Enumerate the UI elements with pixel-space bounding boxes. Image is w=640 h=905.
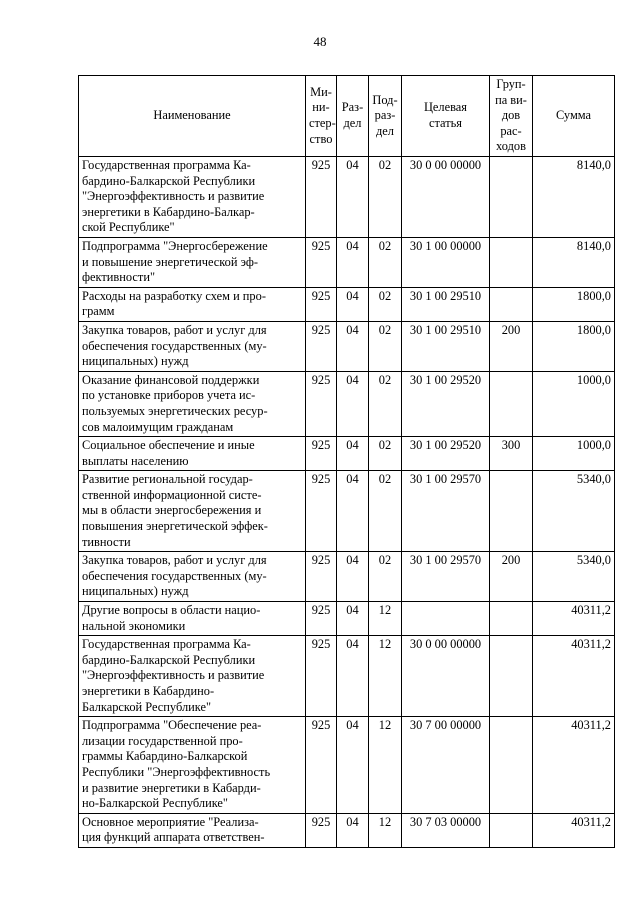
table-header-row bbox=[79, 76, 615, 157]
cell-ministry: 925 bbox=[306, 552, 337, 602]
cell-target: 30 1 00 29570 bbox=[402, 471, 490, 552]
cell-expense-group bbox=[490, 813, 533, 847]
cell-section: 04 bbox=[337, 471, 369, 552]
table-row bbox=[79, 437, 615, 471]
table-row bbox=[79, 471, 615, 552]
header-target: Целевая статья bbox=[402, 76, 490, 157]
cell-sum: 40311,2 bbox=[533, 636, 615, 717]
cell-sum: 40311,2 bbox=[533, 602, 615, 636]
cell-expense-group bbox=[490, 237, 533, 287]
cell-name: Социальное обеспечение и иные выплаты населению bbox=[79, 437, 306, 471]
cell-expense-group bbox=[490, 157, 533, 238]
cell-ministry: 925 bbox=[306, 602, 337, 636]
header-sum: Сумма bbox=[533, 76, 615, 157]
cell-target: 30 0 00 00000 bbox=[402, 157, 490, 238]
table-row bbox=[79, 602, 615, 636]
table-row bbox=[79, 813, 615, 847]
cell-subsection: 12 bbox=[369, 602, 402, 636]
cell-section: 04 bbox=[337, 437, 369, 471]
cell-ministry: 925 bbox=[306, 237, 337, 287]
cell-section: 04 bbox=[337, 813, 369, 847]
cell-subsection: 02 bbox=[369, 471, 402, 552]
cell-sum: 40311,2 bbox=[533, 813, 615, 847]
cell-sum: 40311,2 bbox=[533, 717, 615, 814]
table-row bbox=[79, 636, 615, 717]
cell-sum: 8140,0 bbox=[533, 157, 615, 238]
cell-name: Оказание финансовой поддержки по установке приборов учета ис- пользуемых энергетических ресур- сов малоимущим гражданам bbox=[79, 371, 306, 436]
cell-target: 30 1 00 29570 bbox=[402, 552, 490, 602]
cell-target: 30 1 00 29520 bbox=[402, 371, 490, 436]
cell-subsection: 12 bbox=[369, 636, 402, 717]
table-row bbox=[79, 717, 615, 814]
cell-subsection: 02 bbox=[369, 552, 402, 602]
page-number: 48 bbox=[313, 34, 327, 49]
cell-target: 30 1 00 29510 bbox=[402, 321, 490, 371]
cell-expense-group: 200 bbox=[490, 321, 533, 371]
cell-section: 04 bbox=[337, 602, 369, 636]
cell-subsection: 02 bbox=[369, 321, 402, 371]
cell-subsection: 12 bbox=[369, 717, 402, 814]
cell-expense-group bbox=[490, 602, 533, 636]
header-ministry: Ми- ни- стер- ство bbox=[306, 76, 337, 157]
cell-target: 30 0 00 00000 bbox=[402, 636, 490, 717]
cell-target: 30 1 00 29520 bbox=[402, 437, 490, 471]
cell-section: 04 bbox=[337, 321, 369, 371]
cell-target: 30 7 00 00000 bbox=[402, 717, 490, 814]
cell-subsection: 02 bbox=[369, 157, 402, 238]
cell-subsection: 02 bbox=[369, 237, 402, 287]
cell-name: Другие вопросы в области нацио- нальной экономики bbox=[79, 602, 306, 636]
cell-name: Подпрограмма "Энергосбережение и повышение энергетической эф- фективности" bbox=[79, 237, 306, 287]
header-name: Наименование bbox=[79, 76, 306, 157]
cell-section: 04 bbox=[337, 636, 369, 717]
cell-target bbox=[402, 602, 490, 636]
cell-ministry: 925 bbox=[306, 321, 337, 371]
cell-section: 04 bbox=[337, 371, 369, 436]
budget-table bbox=[78, 75, 615, 848]
table-row bbox=[79, 287, 615, 321]
cell-subsection: 02 bbox=[369, 287, 402, 321]
table-row bbox=[79, 237, 615, 287]
cell-name: Закупка товаров, работ и услуг для обеспечения государственных (му- ниципальных) нужд bbox=[79, 321, 306, 371]
cell-sum: 5340,0 bbox=[533, 471, 615, 552]
cell-section: 04 bbox=[337, 287, 369, 321]
cell-ministry: 925 bbox=[306, 437, 337, 471]
cell-expense-group bbox=[490, 717, 533, 814]
cell-sum: 1800,0 bbox=[533, 321, 615, 371]
cell-ministry: 925 bbox=[306, 471, 337, 552]
cell-name: Расходы на разработку схем и про- грамм bbox=[79, 287, 306, 321]
cell-name: Развитие региональной государ- ственной информационной систе- мы в области энергосбережения и повышения энергетической эффек- тивности bbox=[79, 471, 306, 552]
cell-subsection: 02 bbox=[369, 371, 402, 436]
table-row bbox=[79, 371, 615, 436]
cell-name: Государственная программа Ка- бардино-Балкарской Республики "Энергоэффективность и развитие энергетики в Кабардино-Балкар- ской Республике" bbox=[79, 157, 306, 238]
header-expense-group: Груп- па ви- дов рас- ходов bbox=[490, 76, 533, 157]
cell-ministry: 925 bbox=[306, 287, 337, 321]
cell-sum: 8140,0 bbox=[533, 237, 615, 287]
cell-section: 04 bbox=[337, 717, 369, 814]
cell-expense-group bbox=[490, 471, 533, 552]
cell-section: 04 bbox=[337, 552, 369, 602]
header-section: Раз- дел bbox=[337, 76, 369, 157]
cell-target: 30 1 00 29510 bbox=[402, 287, 490, 321]
cell-sum: 1800,0 bbox=[533, 287, 615, 321]
cell-name: Государственная программа Ка- бардино-Балкарской Республики "Энергоэффективность и развитие энергетики в Кабардино- Балкарской Республике" bbox=[79, 636, 306, 717]
cell-expense-group: 200 bbox=[490, 552, 533, 602]
cell-ministry: 925 bbox=[306, 813, 337, 847]
cell-expense-group bbox=[490, 287, 533, 321]
table-row bbox=[79, 321, 615, 371]
cell-section: 04 bbox=[337, 237, 369, 287]
cell-target: 30 7 03 00000 bbox=[402, 813, 490, 847]
cell-expense-group: 300 bbox=[490, 437, 533, 471]
cell-subsection: 12 bbox=[369, 813, 402, 847]
cell-expense-group bbox=[490, 636, 533, 717]
cell-name: Закупка товаров, работ и услуг для обеспечения государственных (му- ниципальных) нужд bbox=[79, 552, 306, 602]
cell-name: Подпрограмма "Обеспечение реа- лизации государственной про- граммы Кабардино-Балкарской Республики "Энергоэффективность и развитие энергетики в Кабарди- но-Балкарской Республике" bbox=[79, 717, 306, 814]
cell-name: Основное мероприятие "Реализа- ция функций аппарата ответствен- bbox=[79, 813, 306, 847]
cell-ministry: 925 bbox=[306, 157, 337, 238]
cell-sum: 1000,0 bbox=[533, 437, 615, 471]
cell-ministry: 925 bbox=[306, 371, 337, 436]
cell-expense-group bbox=[490, 371, 533, 436]
cell-section: 04 bbox=[337, 157, 369, 238]
header-subsection: Под- раз- дел bbox=[369, 76, 402, 157]
cell-sum: 1000,0 bbox=[533, 371, 615, 436]
cell-sum: 5340,0 bbox=[533, 552, 615, 602]
cell-ministry: 925 bbox=[306, 717, 337, 814]
cell-target: 30 1 00 00000 bbox=[402, 237, 490, 287]
table-row bbox=[79, 552, 615, 602]
cell-subsection: 02 bbox=[369, 437, 402, 471]
cell-ministry: 925 bbox=[306, 636, 337, 717]
table-row bbox=[79, 157, 615, 238]
